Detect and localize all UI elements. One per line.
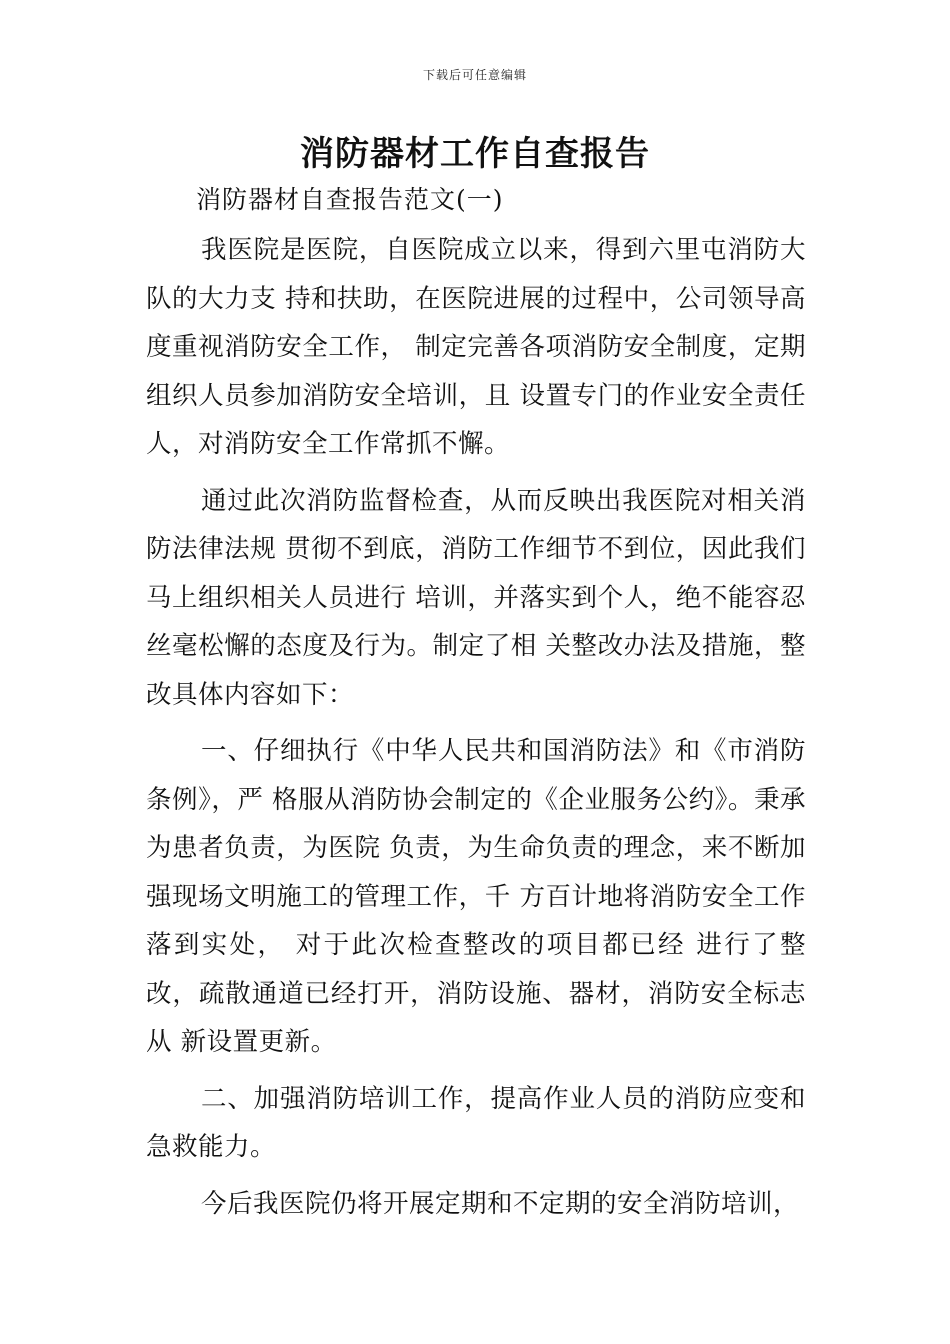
paragraph-item-two: 二、加强消防培训工作，提高作业人员的消防应变和急救能力。	[146, 1083, 806, 1162]
document-title: 消防器材工作自查报告	[300, 134, 650, 174]
document-subtitle: 消防器材自查报告范文(一)	[196, 185, 504, 214]
paragraph-item-one: 一、仔细执行《中华人民共和国消防法》和《市消防条例》，严 格服从消防协会制定的《企业服务公约》。秉承为患者负责，为医院 负责，为生命负责的理念，来不断加强现场文明施工的管理工作，千 方百计地将消防安全工作落到实处， 对于此次检查整改的项目都已经 进行了整改，疏散通道已经打开，消防设施、器材，消防安全标志从 新设置更新。	[146, 736, 806, 1057]
paragraph-inspection: 通过此次消防监督检查，从而反映出我医院对相关消防法律法规 贯彻不到底，消防工作细节不到位，因此我们马上组织相关人员进行 培训，并落实到个人，绝不能容忍丝毫松懈的态度及行为。制定了相 关整改办法及措施，整改具体内容如下：	[146, 485, 806, 710]
paragraph-intro: 我医院是医院，自医院成立以来，得到六里屯消防大队的大力支 持和扶助，在医院进展的过程中，公司领导高度重视消防安全工作， 制定完善各项消防安全制度，定期组织人员参加消防安全培训，且 设置专门的作业安全责任人，对消防安全工作常抓不懈。	[146, 235, 806, 459]
page-header-note: 下载后可任意编辑	[422, 68, 527, 82]
document-body	[146, 226, 806, 1228]
paragraph-future: 今后我医院仍将开展定期和不定期的安全消防培训，	[201, 1188, 800, 1219]
